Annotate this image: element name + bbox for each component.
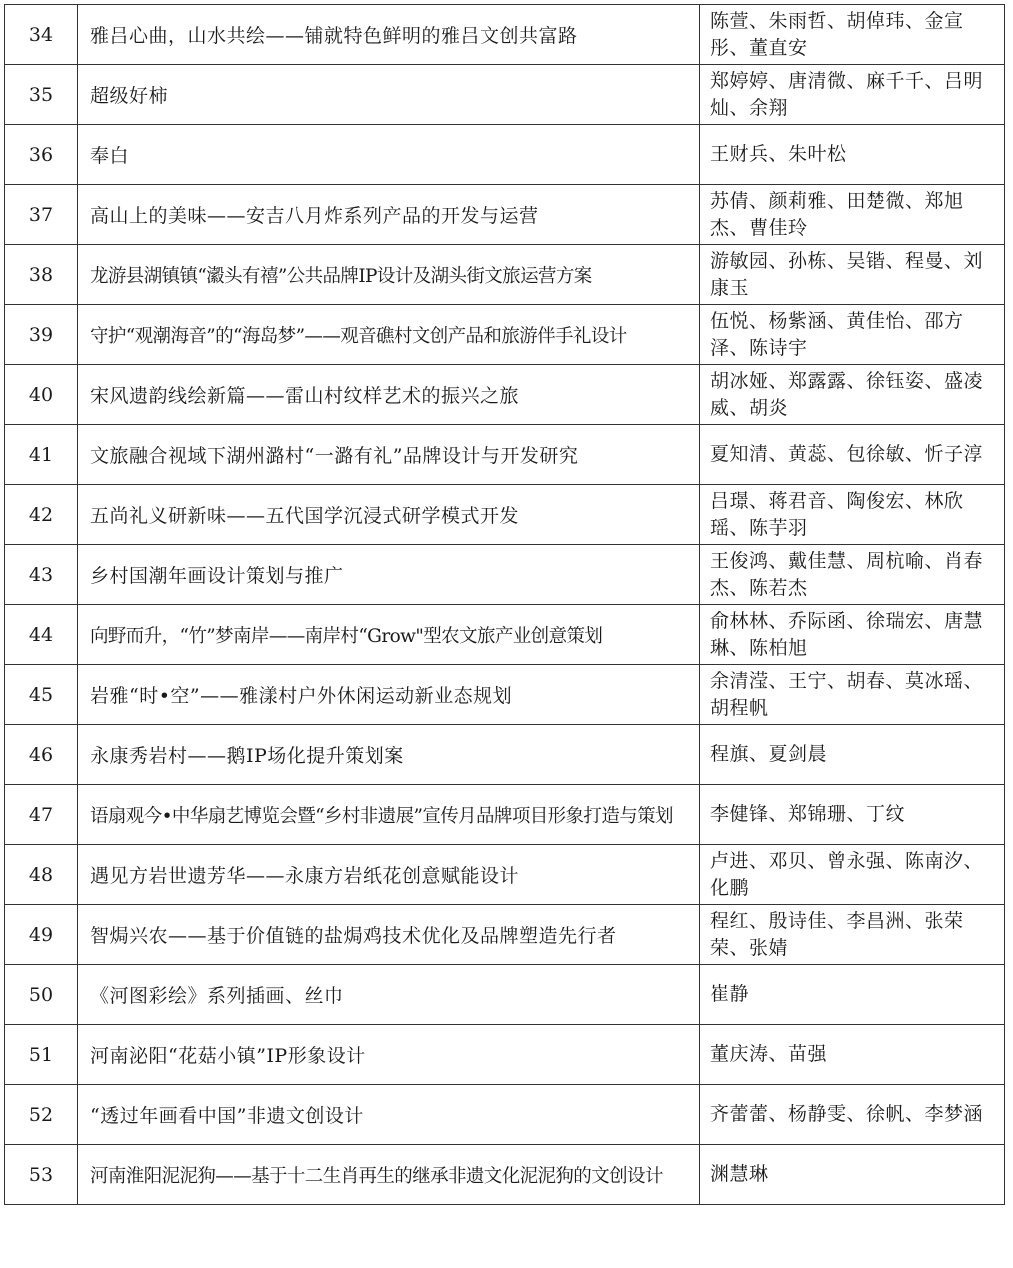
project-title: 语扇观今•中华扇艺博览会暨“乡村非遗展”宣传月品牌项目形象打造与策划: [78, 785, 700, 845]
table-row: [5, 485, 1005, 545]
table-row: [5, 965, 1005, 1025]
team-members: 吕璟、蒋君音、陶俊宏、林欣瑶、陈芋羽: [700, 485, 1005, 545]
project-title: 向野而升，“竹”梦南岸——南岸村“Grow"型农文旅产业创意策划: [78, 605, 700, 665]
row-number: 35: [5, 65, 78, 125]
project-title: 高山上的美味——安吉八月炸系列产品的开发与运营: [78, 185, 700, 245]
team-members: 王俊鸿、戴佳慧、周杭喻、肖春杰、陈若杰: [700, 545, 1005, 605]
table-row: [5, 905, 1005, 965]
project-title: 奉白: [78, 125, 700, 185]
project-title: 遇见方岩世遗芳华——永康方岩纸花创意赋能设计: [78, 845, 700, 905]
team-members: 李健锋、郑锦珊、丁纹: [700, 785, 1005, 845]
table-row: [5, 365, 1005, 425]
team-members: 夏知清、黄蕊、包徐敏、忻子淳: [700, 425, 1005, 485]
table-row: [5, 185, 1005, 245]
team-members: 程旗、夏剑晨: [700, 725, 1005, 785]
project-title: 乡村国潮年画设计策划与推广: [78, 545, 700, 605]
table-row: [5, 125, 1005, 185]
table-row: [5, 305, 1005, 365]
table-row: [5, 845, 1005, 905]
row-number: 38: [5, 245, 78, 305]
project-title: 宋风遗韵线绘新篇——雷山村纹样艺术的振兴之旅: [78, 365, 700, 425]
project-title: 河南泌阳“花菇小镇”IP形象设计: [78, 1025, 700, 1085]
table-row: [5, 245, 1005, 305]
team-members: 俞林林、乔际函、徐瑞宏、唐慧琳、陈柏旭: [700, 605, 1005, 665]
project-title: 文旅融合视域下湖州潞村“一潞有礼”品牌设计与开发研究: [78, 425, 700, 485]
project-title: 永康秀岩村——鹅IP场化提升策划案: [78, 725, 700, 785]
row-number: 34: [5, 5, 78, 65]
table-row: [5, 425, 1005, 485]
row-number: 41: [5, 425, 78, 485]
team-members: 余清滢、王宁、胡春、莫冰瑶、胡程帆: [700, 665, 1005, 725]
row-number: 50: [5, 965, 78, 1025]
project-title: 岩雅“时•空”——雅漾村户外休闲运动新业态规划: [78, 665, 700, 725]
table-row: [5, 725, 1005, 785]
table-row: [5, 1025, 1005, 1085]
row-number: 49: [5, 905, 78, 965]
team-members: 伍悦、杨紫涵、黄佳怡、邵方泽、陈诗宇: [700, 305, 1005, 365]
table-row: [5, 665, 1005, 725]
project-title: 雅吕心曲，山水共绘——铺就特色鲜明的雅吕文创共富路: [78, 5, 700, 65]
team-members: 卢进、邓贝、曾永强、陈南汐、化鹏: [700, 845, 1005, 905]
table-row: [5, 545, 1005, 605]
row-number: 46: [5, 725, 78, 785]
row-number: 51: [5, 1025, 78, 1085]
project-title: 《河图彩绘》系列插画、丝巾: [78, 965, 700, 1025]
row-number: 36: [5, 125, 78, 185]
team-members: 董庆涛、苗强: [700, 1025, 1005, 1085]
team-members: 齐蕾蕾、杨静雯、徐帆、李梦涵: [700, 1085, 1005, 1145]
team-members: 郑婷婷、唐清微、麻千千、吕明灿、余翔: [700, 65, 1005, 125]
table-row: [5, 785, 1005, 845]
team-members: 游敏园、孙栋、吴锴、程曼、刘康玉: [700, 245, 1005, 305]
project-title: 龙游县湖镇镇“瀫头有禧”公共品牌IP设计及湖头街文旅运营方案: [78, 245, 700, 305]
project-title: 守护“观潮海音”的“海岛梦”——观音礁村文创产品和旅游伴手礼设计: [78, 305, 700, 365]
row-number: 42: [5, 485, 78, 545]
team-members: 渊慧琳: [700, 1145, 1005, 1205]
row-number: 52: [5, 1085, 78, 1145]
row-number: 47: [5, 785, 78, 845]
project-title: 超级好柿: [78, 65, 700, 125]
project-title: “透过年画看中国”非遗文创设计: [78, 1085, 700, 1145]
team-members: 王财兵、朱叶松: [700, 125, 1005, 185]
row-number: 48: [5, 845, 78, 905]
row-number: 40: [5, 365, 78, 425]
row-number: 44: [5, 605, 78, 665]
table-row: [5, 1145, 1005, 1205]
team-members: 苏倩、颜莉雅、田楚微、郑旭杰、曹佳玲: [700, 185, 1005, 245]
table-row: [5, 1085, 1005, 1145]
row-number: 39: [5, 305, 78, 365]
project-title: 河南淮阳泥泥狗——基于十二生肖再生的继承非遗文化泥泥狗的文创设计: [78, 1145, 700, 1205]
team-members: 胡冰娅、郑露露、徐钰姿、盛凌威、胡炎: [700, 365, 1005, 425]
row-number: 53: [5, 1145, 78, 1205]
row-number: 45: [5, 665, 78, 725]
table-row: [5, 605, 1005, 665]
row-number: 37: [5, 185, 78, 245]
row-number: 43: [5, 545, 78, 605]
project-title: 智焗兴农——基于价值链的盐焗鸡技术优化及品牌塑造先行者: [78, 905, 700, 965]
team-members: 崔静: [700, 965, 1005, 1025]
award-table: [4, 4, 1005, 1205]
table-row: [5, 65, 1005, 125]
team-members: 陈萱、朱雨哲、胡倬玮、金宣彤、董直安: [700, 5, 1005, 65]
team-members: 程红、殷诗佳、李昌洲、张荣荣、张婧: [700, 905, 1005, 965]
project-title: 五尚礼义研新味——五代国学沉浸式研学模式开发: [78, 485, 700, 545]
award-table-body: [5, 5, 1005, 1205]
table-row: [5, 5, 1005, 65]
